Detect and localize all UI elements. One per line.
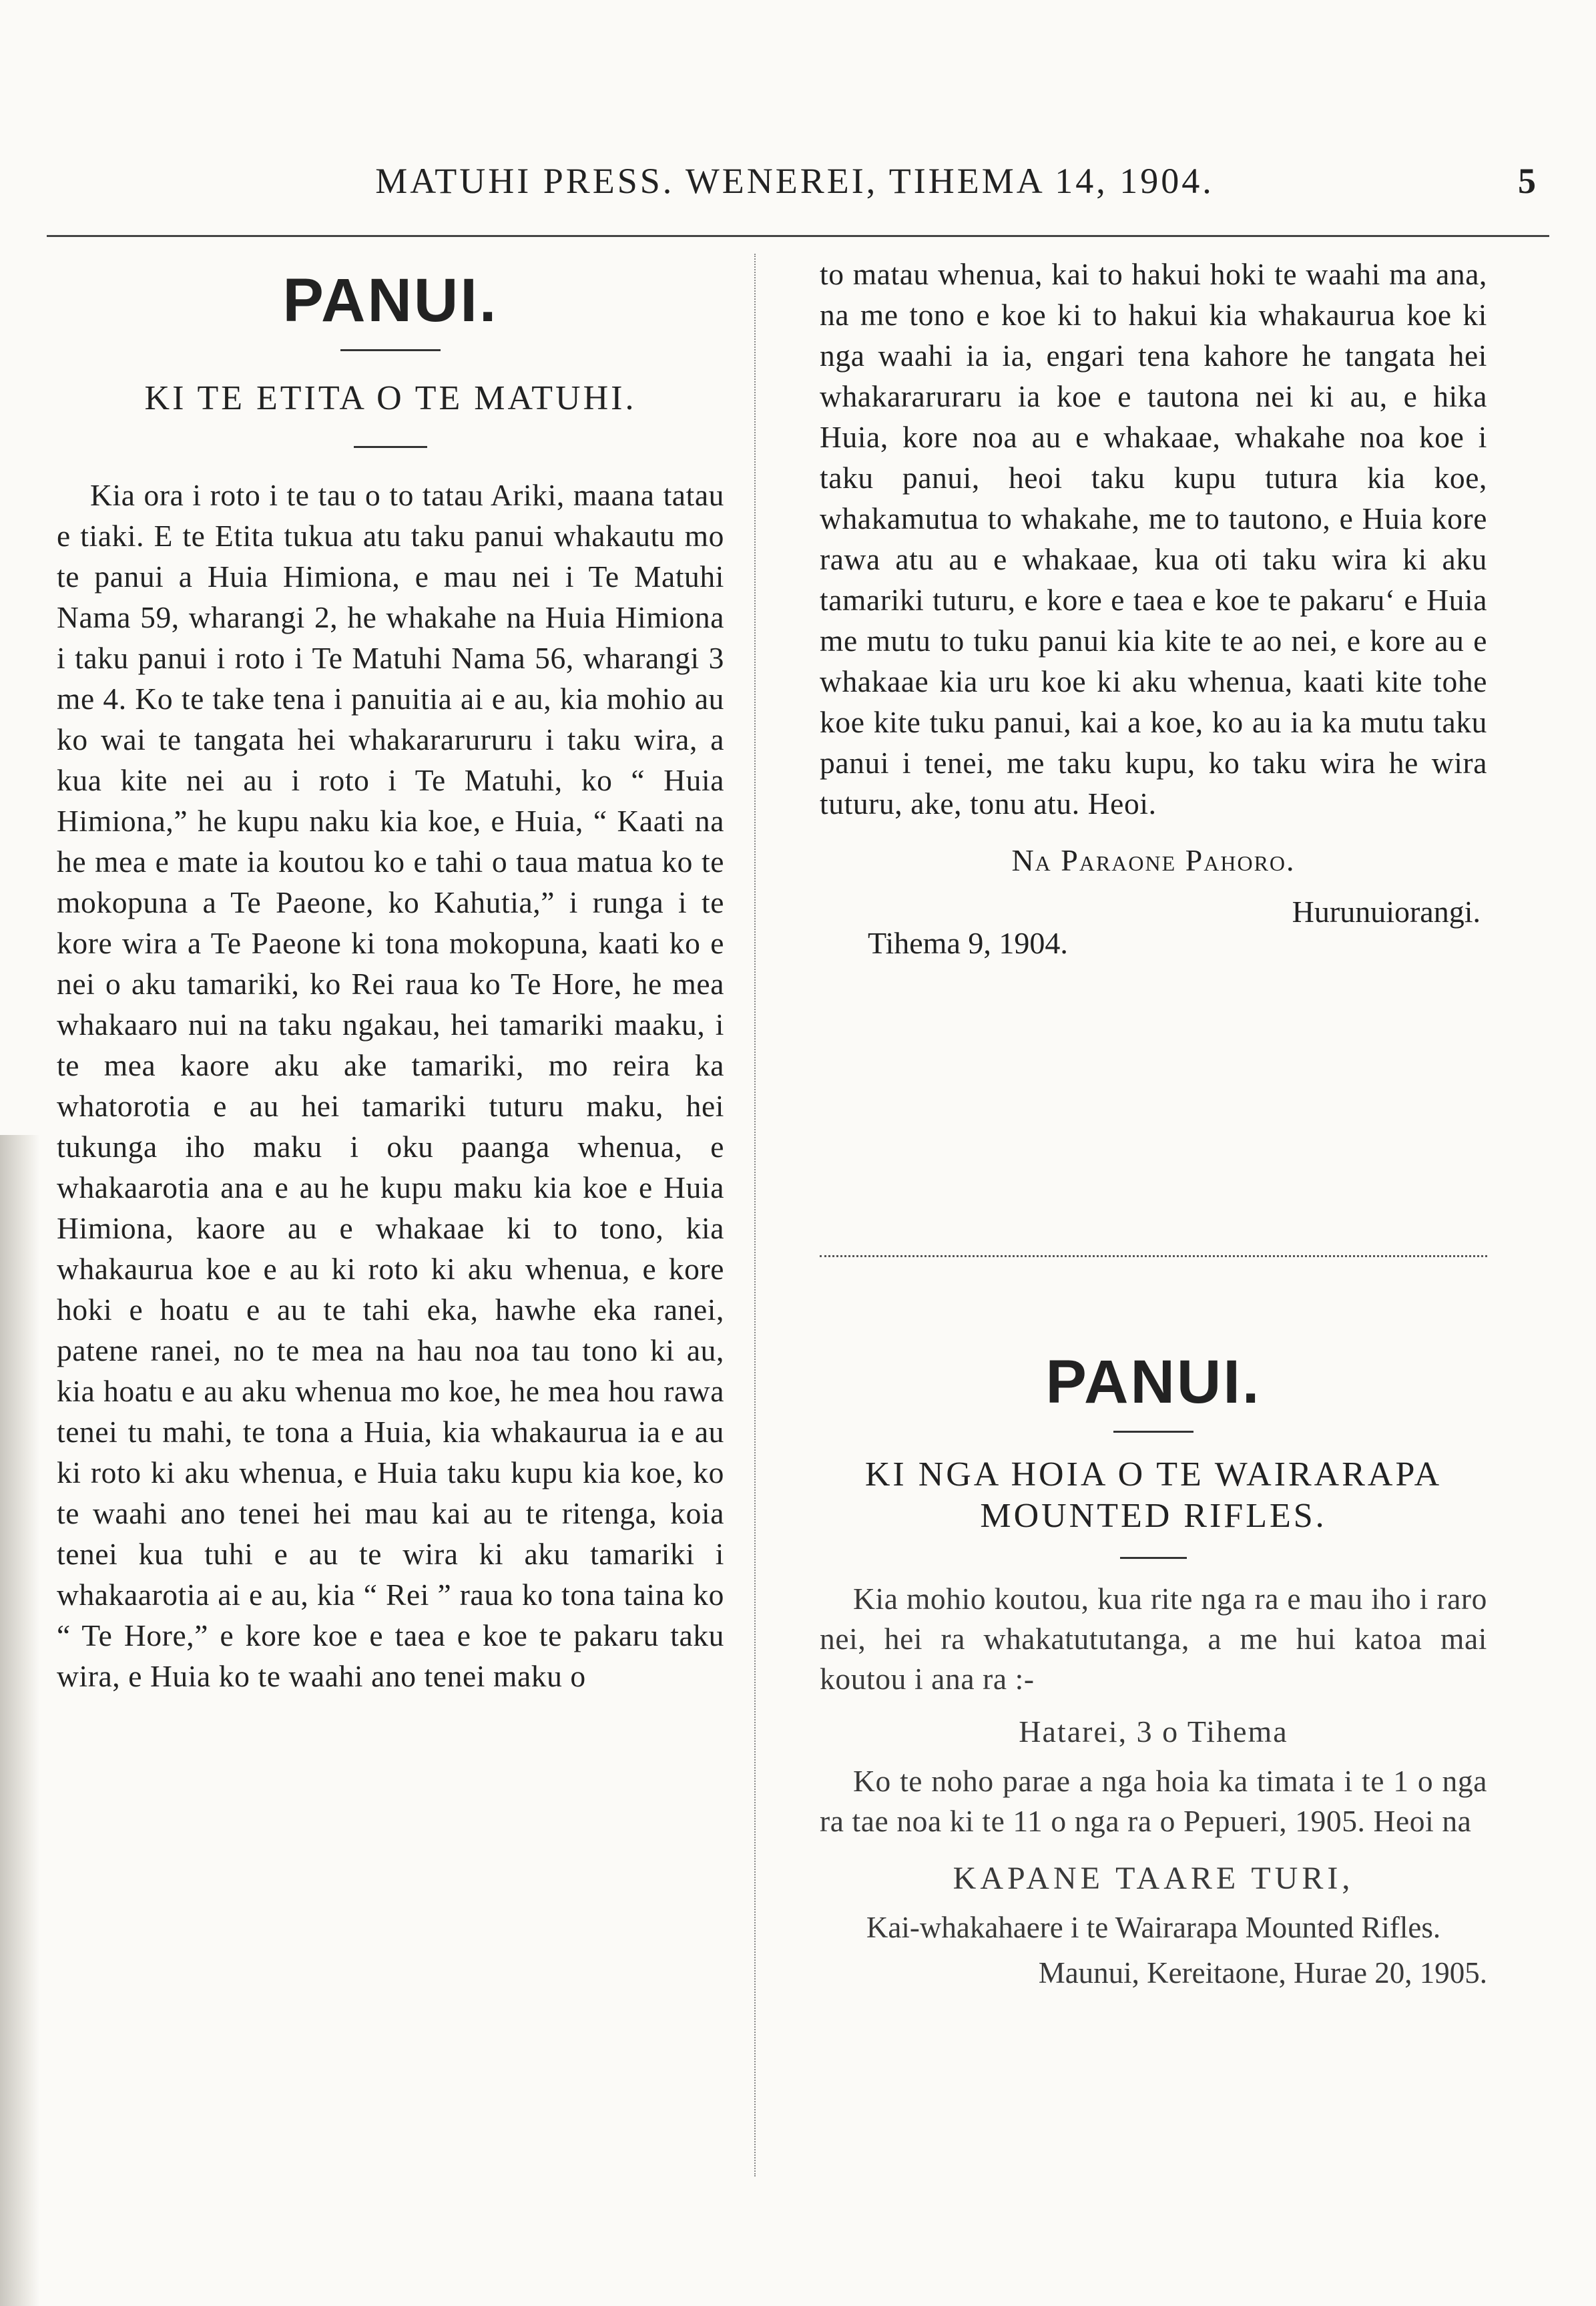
- column-divider: [754, 254, 756, 2176]
- notice1-heading: PANUI.: [282, 266, 499, 334]
- notice2-subheading: KI NGA HOIA O TE WAIRARAPA MOUNTED RIFLES.: [864, 1455, 1442, 1535]
- newspaper-masthead: MATUHI PRESS. WENEREI, TIHEMA 14, 1904.: [375, 161, 1214, 201]
- page-number: 5: [1518, 161, 1536, 201]
- notice1-signature-name: Na Paraone Pahoro.: [1011, 843, 1296, 877]
- header-divider: [47, 235, 1549, 237]
- heading-rule: [340, 349, 441, 351]
- notice2-author: KAPANE TAARE TURI,: [953, 1861, 1354, 1896]
- notice2-body2: Ko te noho parae a nga hoia ka timata i te 1 o nga ra tae noa ki te 11 o nga ra o Pepueri, 1905. Heoi na: [820, 1764, 1487, 1838]
- notice2-dateline: Maunui, Kereitaone, Hurae 20, 1905.: [1038, 1956, 1487, 1990]
- left-column: [57, 254, 724, 1696]
- notice1-signature-date: Tihema 9, 1904.: [868, 926, 1068, 960]
- notice2-subheading-rule: [1120, 1557, 1187, 1559]
- notice2-heading-rule: [1113, 1431, 1193, 1433]
- notice2-role: Kai-whakahaere i te Wairarapa Mounted Rifles.: [866, 1911, 1441, 1944]
- right-column: [820, 254, 1487, 961]
- notice1-body-left: Kia ora i roto i te tau o to tatau Ariki, maana tatau e tiaki. E te Etita tukua atu taku panui whakautu mo te panui a Huia Himiona, e mau nei i Te Matuhi Nama 59, wharangi 2, he whakahe na Huia Himiona i taku panui i roto i Te Matuhi Nama 56, wharangi 3 me 4. Ko te take tena i panuitia ai e au, kia mohio au ko wai te tangata hei whakararururu i taku wira, a kua kite nei au i roto i Te Matuhi, ko “ Huia Himiona,” he kupu naku kia koe, e Huia, “ Kaati na he mea e mate ia koutou ko e tahi o taua matua ko te mokopuna a Te Paeone, ko Kahutia,” i runga i te kore wira a Te Paeone ki tona mokopuna, kaati ko e nei o aku tamariki, ko Rei raua ko Te Hore, he mea whakaaro nui na taku ngakau, hei tamariki maaku, i te mea kaore aku ake tamariki, mo reira ka whatorotia e au hei tamariki tuturu maku, hei tukunga iho maku i oku paanga whenua, e whakaarotia ana e au he kupu maku kia koe e Huia Himiona, kaore au e whakaae ki to tono, kia whakaurua koe e au ki roto ki aku whenua, e kore hoki e hoatu e au te tahi eka, hawhe eka ranei, patene ranei, no te mea na hau noa tau tono ki au, kia hoatu e au aku whenua mo koe, he mea hou rawa tenei tu mahi, te tona a Huia, kia whakaurua ia e au ki roto ki aku whenua, e Huia taku kupu kia koe, ko te waahi ano tenei hei mau kai au te ritenga, koia tenei kua tuhi e au te wira ki aku tamariki i whakaarotia ai e au, kia “ Rei ” raua ko tona taina ko “ Te Hore,” e kore koe e taea e koe te pakaru taku wira, e Huia ko te waahi ano tenei maku o: [57, 478, 724, 1693]
- notice2-place-date: Hatarei, 3 o Tihema: [1019, 1714, 1288, 1749]
- notice2-body: Kia mohio koutou, kua rite nga ra e mau iho i raro nei, hei ra whakatututanga, a me hui katoa mai koutou i ana ra :-: [820, 1582, 1487, 1696]
- notice2: [820, 1335, 1487, 1990]
- subheading-rule: [354, 446, 427, 448]
- page-header: [53, 160, 1536, 214]
- notice1-subheading: KI TE ETITA O TE MATUHI.: [144, 379, 637, 417]
- notice1-signature-place: Hurunuiorangi.: [1292, 895, 1481, 929]
- notice-divider: [820, 1255, 1487, 1257]
- notice2-heading: PANUI.: [1045, 1348, 1262, 1416]
- binding-edge: [0, 1135, 40, 2306]
- notice1-body-right: to matau whenua, kai to hakui hoki te waahi ma ana, na me tono e koe ki to hakui kia whakaurua koe ki nga waahi ia ia, engari tena kahore he tangata hei whakararuraru ia koe e tautona nei ki au, e hika Huia, kore noa au e whakaae, whakahe noa koe i taku panui, heoi taku kupu tutura kia koe, whakamutua to whakahe, me to tautono, e Huia kore rawa atu au e whakaae, kua oti taku wira ki aku tamariki tuturu, e kore e taea e koe te pakaru‘ e Huia me mutu to tuku panui kia kite te ao nei, e kore au e whakaae kia uru koe ki aku whenua, kaati kite tohe koe kite tuku panui, kai a koe, ko au ia ka mutu taku panui i tenei, me taku kupu, ko taku wira he wira tuturu, ake, tonu atu. Heoi.: [820, 257, 1487, 821]
